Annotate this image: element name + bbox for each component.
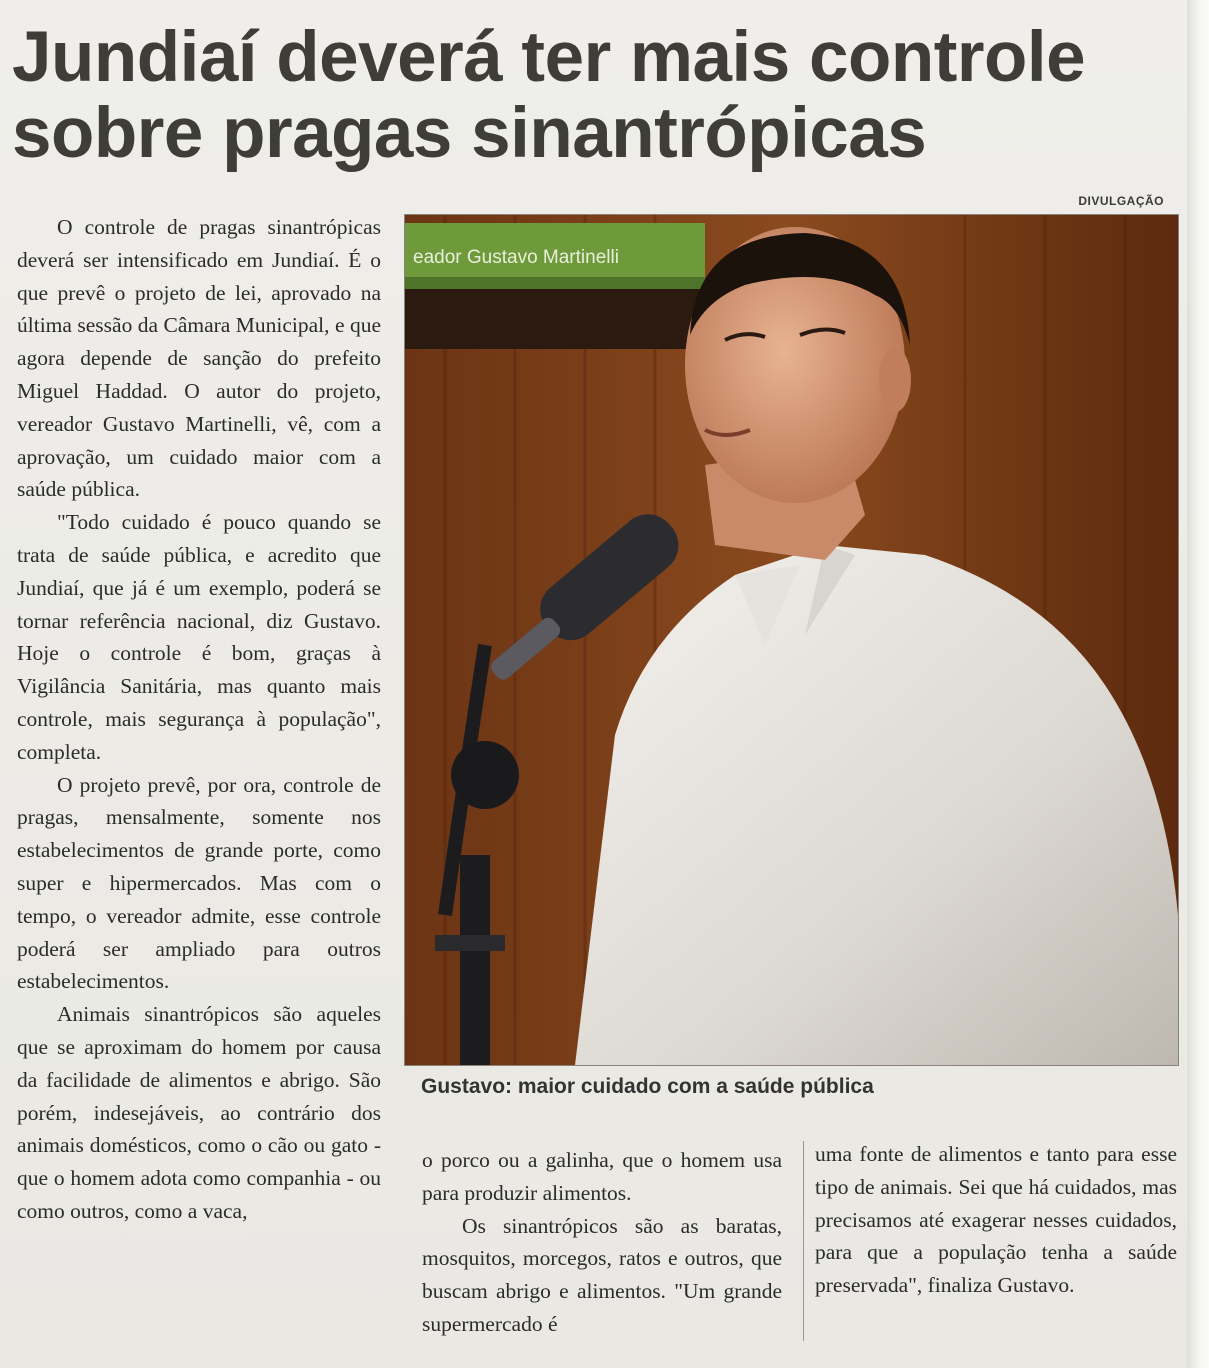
headline-line-1: Jundiaí deverá ter mais controle [12, 18, 1086, 97]
text-column-2 [422, 1144, 782, 1341]
article-photo [404, 214, 1179, 1066]
headline [12, 20, 1162, 172]
paper-edge [1187, 0, 1209, 1368]
paragraph: Animais sinantrópicos são aqueles que se aproximam do homem por causa da facilidade de alimentos e abrigo. São porém, indesejáveis, ao contrário dos animais domésticos, como o cão ou gato - que o homem adota como companhia - ou como outros, como a vaca, [17, 1002, 381, 1223]
paragraph: O controle de pragas sinantrópicas deverá ser intensificado em Jundiaí. É o que prevê o projeto de lei, aprovado na última sessão da Câmara Municipal, e que agora depende de sanção do prefeito Miguel Haddad. O autor do projeto, vereador Gustavo Martinelli, vê, com a aprovação, um cuidado maior com a saúde pública. [17, 215, 381, 502]
paragraph: uma fonte de alimentos e tanto para esse tipo de animais. Sei que há cuidados, mas precisamos até exagerar nesses cuidados, para que a população tenha a saúde preservada", finaliza Gustavo. [815, 1142, 1177, 1298]
paragraph: o porco ou a galinha, que o homem usa para produzir alimentos. [422, 1148, 782, 1205]
photo-banner-text: eador Gustavo Martinelli [413, 247, 619, 268]
text-column-1 [17, 211, 381, 1228]
paragraph: "Todo cuidado é pouco quando se trata de saúde pública, e acredito que Jundiaí, que já é um exemplo, poderá se tornar referência nacional, diz Gustavo. Hoje o controle é bom, graças à Vigilância Sanitária, mas quanto mais controle, mais segurança à população", completa. [17, 510, 381, 764]
headline-line-2: sobre pragas sinantrópicas [12, 94, 927, 173]
photo-caption: Gustavo: maior cuidado com a saúde pública [421, 1075, 874, 1098]
photo-credit: DIVULGAÇÃO [1078, 194, 1164, 208]
column-divider [803, 1141, 804, 1341]
speaker-photo-illustration [405, 215, 1178, 1065]
text-column-3 [815, 1138, 1177, 1302]
paragraph: Os sinantrópicos são as baratas, mosquitos, morcegos, ratos e outros, que buscam abrigo e alimentos. "Um grande supermercado é [422, 1213, 782, 1336]
paragraph: O projeto prevê, por ora, controle de pragas, mensalmente, somente nos estabelecimentos de grande porte, como super e hipermercados. Mas com o tempo, o vereador admite, esse controle poderá ser ampliado para outros estabelecimentos. [17, 772, 381, 994]
